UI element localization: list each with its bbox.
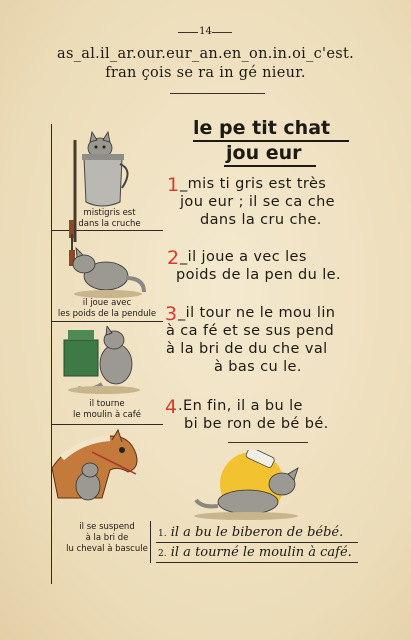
- reading-sentence: fran çois se ra in gé nieur.: [105, 65, 306, 81]
- script-sentence-1: [158, 525, 343, 540]
- section-rule: [228, 442, 308, 443]
- paragraph-number: 4: [165, 396, 178, 418]
- script-baseline: [156, 562, 358, 563]
- cat-drinking-bottle-illustration: [188, 450, 338, 522]
- cat-coffee-mill-illustration: [58, 326, 148, 396]
- page-number-rule-right: [212, 32, 232, 33]
- paragraph-number: 1: [167, 174, 180, 196]
- script-number: 1.: [158, 529, 167, 539]
- paragraph-line: à la bri de du che val: [166, 341, 328, 357]
- paragraph-line: jou eur ; il se ca che: [180, 194, 335, 210]
- paragraph-number: 2: [167, 247, 180, 269]
- caption-line: mistigris est: [83, 208, 136, 218]
- paragraph-line: .En fin, il a bu le: [178, 398, 303, 414]
- caption-panel-3: [54, 399, 160, 421]
- caption-line: lu cheval à bascule: [66, 544, 148, 554]
- syllable-line: as_al.il_ar.our.eur_an.en_on.in.oi_c'est.: [57, 46, 354, 62]
- caption-line: il tourne: [89, 399, 125, 409]
- script-bracket: [150, 521, 151, 563]
- caption-panel-1: [62, 208, 157, 230]
- paragraph-line: à ca fé et se sus pend: [166, 323, 335, 339]
- caption-line: les poids de la pendule: [57, 309, 157, 319]
- caption-line: le moulin à café: [73, 410, 141, 420]
- caption-panel-4: [54, 522, 160, 555]
- paragraph-line: _il joue a vec les: [180, 249, 307, 265]
- cat-in-jug-illustration: [62, 120, 157, 250]
- page-number: 14: [199, 26, 212, 37]
- caption-line: il joue avec: [82, 298, 132, 308]
- paragraph-line: bi be ron de bé bé.: [184, 416, 329, 432]
- script-text: il a tourné le moulin à café.: [170, 545, 352, 560]
- caption-panel-2: [54, 298, 160, 320]
- lesson-title-line-1: le pe tit chat: [193, 117, 331, 139]
- script-text: il a bu le biberon de bébé.: [170, 525, 344, 540]
- paragraph-line: poids de la pen du le.: [176, 267, 342, 283]
- caption-line: il se suspend: [79, 522, 135, 532]
- paragraph-line: dans la cru che.: [200, 212, 322, 228]
- cat-on-rocking-horse-illustration: [52, 428, 144, 520]
- panel-separator: [51, 424, 163, 425]
- title-underline: [224, 165, 316, 167]
- lesson-title-line-2: jou eur: [226, 142, 302, 164]
- paragraph-line: à bas cu le.: [214, 359, 302, 375]
- paragraph-number: 3: [165, 303, 178, 325]
- paragraph-line: _il tour ne le mou lin: [178, 305, 336, 321]
- script-sentence-2: [158, 545, 352, 560]
- panel-separator: [51, 321, 163, 322]
- paragraph-line: _mis ti gris est très: [180, 176, 327, 192]
- header-rule: [170, 93, 265, 94]
- script-baseline: [156, 542, 358, 543]
- caption-line: à la bri de: [85, 533, 129, 543]
- caption-line: dans la cruche: [78, 219, 141, 229]
- script-number: 2.: [158, 549, 167, 559]
- cat-with-pendulum-illustration: [58, 234, 158, 300]
